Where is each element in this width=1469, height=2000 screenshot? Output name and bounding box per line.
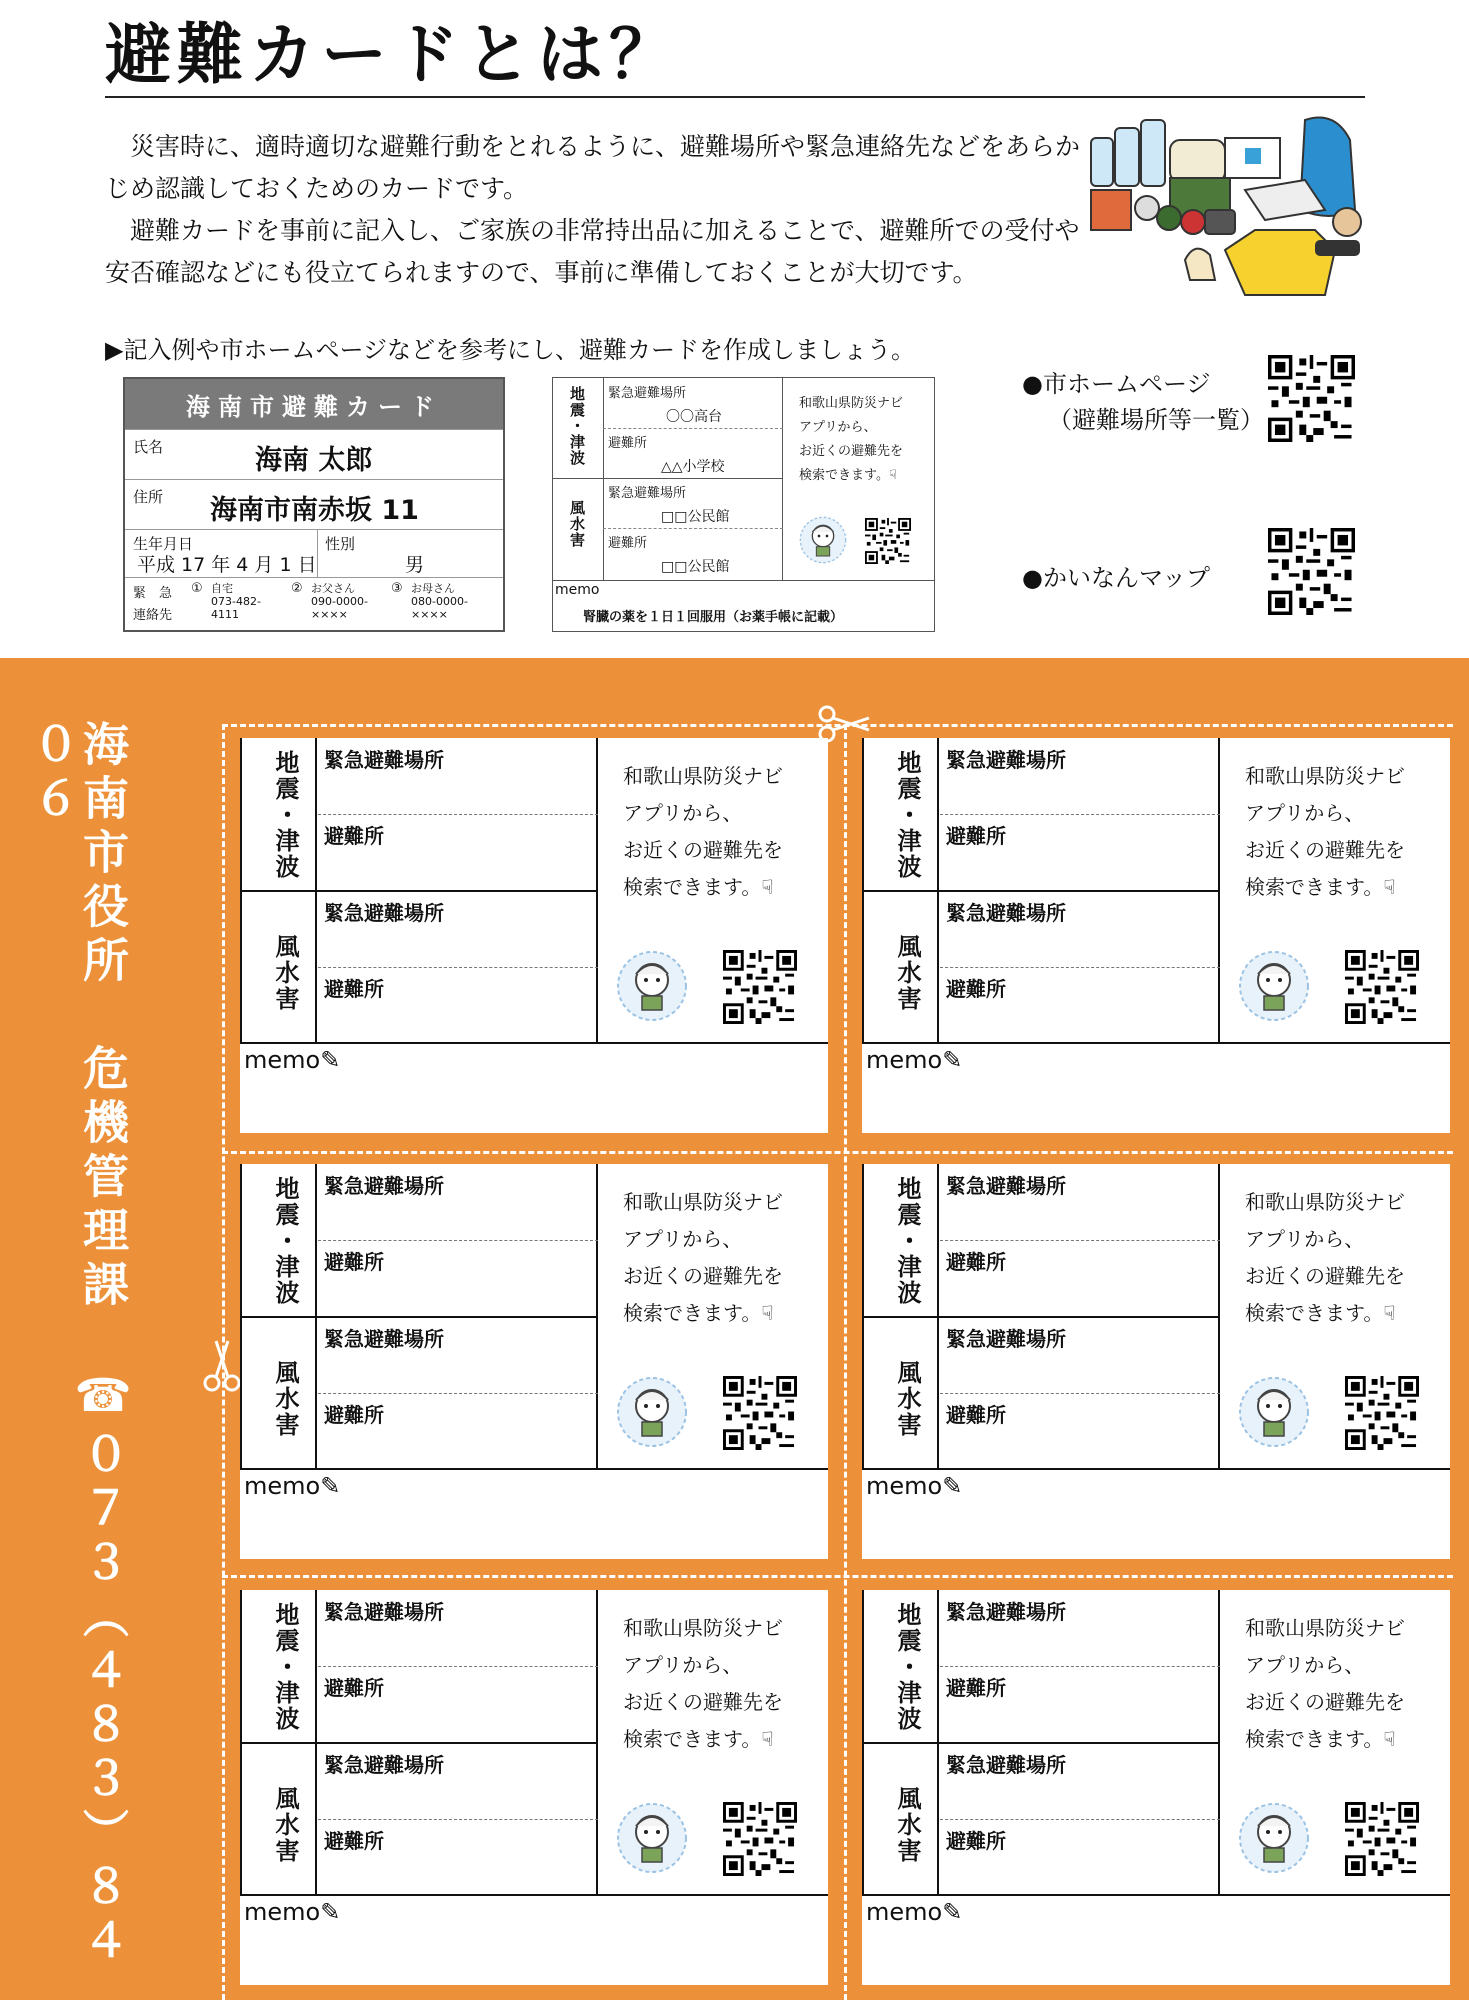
intro-text xyxy=(105,126,1085,294)
example-qr-code[interactable] xyxy=(865,518,911,564)
example-app-text: 和歌山県防災ナビ アプリから、 お近くの避難先を 検索できます。☟ xyxy=(799,396,904,483)
flood-emergency-place-label: 緊急避難場所 xyxy=(324,1327,444,1351)
bousai-navi-qr-code[interactable] xyxy=(723,1376,797,1450)
contact-2-tel1: 090-0000- xyxy=(311,595,368,608)
contact-3-who: お母さん xyxy=(411,582,455,595)
birth-gender-divider xyxy=(317,530,318,577)
mascot-icon xyxy=(799,513,847,567)
contact-2-who: お父さん xyxy=(311,582,355,595)
flood-shelter-label: 避難所 xyxy=(946,1403,1006,1427)
address-label: 住所 xyxy=(133,488,164,506)
contact-1-tel2: 4111 xyxy=(211,608,239,621)
blank-evacuation-card[interactable] xyxy=(240,1590,828,1985)
emergency-label-1: 緊 急 xyxy=(133,586,173,601)
eq-emergency-place-label: 緊急避難場所 xyxy=(324,1174,444,1198)
flood-shelter-label: 避難所 xyxy=(324,977,384,1001)
example-eq-place-label: 緊急避難場所 xyxy=(608,386,687,401)
name-label: 氏名 xyxy=(133,438,164,456)
cut-line xyxy=(844,724,847,2000)
contact-1-who: 自宅 xyxy=(211,582,233,595)
earthquake-tsunami-label: 地震・津波 xyxy=(893,1176,921,1306)
memo-label: memo✎ xyxy=(244,1472,341,1500)
eq-shelter-label: 避難所 xyxy=(946,824,1006,848)
gender-value: 男 xyxy=(405,554,425,576)
name-row xyxy=(125,429,503,479)
example-evacuation-card xyxy=(123,377,505,632)
blank-evacuation-card[interactable] xyxy=(862,1590,1450,1985)
memo-label: memo✎ xyxy=(866,1898,963,1926)
contact-2-num: ② xyxy=(291,581,303,596)
blank-evacuation-card[interactable] xyxy=(862,738,1450,1133)
address-row xyxy=(125,479,503,529)
emergency-supplies-illustration xyxy=(1085,110,1365,300)
mascot-icon xyxy=(616,950,688,1022)
eq-shelter-label: 避難所 xyxy=(324,1250,384,1274)
bousai-navi-qr-code[interactable] xyxy=(1345,1376,1419,1450)
instruction-text: ▶記入例や市ホームページなどを参考にし、避難カードを作成しましょう。 xyxy=(105,336,915,364)
example-flood-shelter-label: 避難所 xyxy=(608,536,648,551)
gender-label: 性別 xyxy=(325,535,356,553)
cut-line xyxy=(222,1151,1453,1154)
flood-shelter-label: 避難所 xyxy=(946,1829,1006,1853)
flood-emergency-place-label: 緊急避難場所 xyxy=(324,901,444,925)
example-flood-place-label: 緊急避難場所 xyxy=(608,486,687,501)
blank-evacuation-card[interactable] xyxy=(862,1164,1450,1559)
address-value: 海南市南赤坂 11 xyxy=(210,495,419,526)
example-evacuation-card-back xyxy=(552,377,935,632)
flood-label: 風水害 xyxy=(893,1360,921,1438)
bousai-navi-app-text: 和歌山県防災ナビ アプリから、 お近くの避難先を 検索できます。☟ xyxy=(623,1616,783,1751)
emergency-contact-row xyxy=(125,577,503,630)
memo-label: memo✎ xyxy=(866,1472,963,1500)
birth-label: 生年月日 xyxy=(133,535,194,553)
contact-side-text: 海南市役所 危機管理課 ☎０７３（４８３）８４０６ xyxy=(26,720,130,1970)
earthquake-tsunami-label: 地震・津波 xyxy=(271,1176,299,1306)
flood-shelter-label: 避難所 xyxy=(324,1403,384,1427)
flood-label: 風水害 xyxy=(893,1786,921,1864)
example-eq-shelter-label: 避難所 xyxy=(608,436,648,451)
bousai-navi-qr-code[interactable] xyxy=(723,1802,797,1876)
scissors-icon xyxy=(202,1335,242,1395)
eq-emergency-place-label: 緊急避難場所 xyxy=(324,1600,444,1624)
homepage-link-subtitle[interactable]: （避難場所等一覧） xyxy=(1048,406,1264,434)
example-memo-value: 腎臓の薬を１日１回服用（お薬手帳に記載） xyxy=(583,610,844,625)
flood-label: 風水害 xyxy=(271,934,299,1012)
kainan-map-link[interactable]: ●かいなんマップ xyxy=(1022,564,1210,592)
flood-shelter-label: 避難所 xyxy=(946,977,1006,1001)
contact-3-tel1: 080-0000- xyxy=(411,595,468,608)
bousai-navi-qr-code[interactable] xyxy=(1345,950,1419,1024)
flood-label: 風水害 xyxy=(893,934,921,1012)
intro-paragraph-2: 避難カードを事前に記入し、ご家族の非常持出品に加えることで、避難所での受付や安否確認などにも役立てられますので、事前に準備しておくことが大切です。 xyxy=(105,216,1080,287)
flood-label: 風水害 xyxy=(271,1360,299,1438)
earthquake-tsunami-label: 地震・津波 xyxy=(271,1602,299,1732)
flood-label: 風水害 xyxy=(271,1786,299,1864)
example-memo-label: memo xyxy=(555,582,600,598)
birth-value: 平成 17 年 4 月 1 日 xyxy=(137,554,317,576)
earthquake-tsunami-label: 地震・津波 xyxy=(271,750,299,880)
mascot-icon xyxy=(1238,950,1310,1022)
mascot-icon xyxy=(1238,1376,1310,1448)
bousai-navi-app-text: 和歌山県防災ナビ アプリから、 お近くの避難先を 検索できます。☟ xyxy=(623,764,783,899)
mascot-icon xyxy=(616,1802,688,1874)
blank-evacuation-card[interactable] xyxy=(240,1164,828,1559)
memo-label: memo✎ xyxy=(866,1046,963,1074)
kainan-map-qr-code[interactable] xyxy=(1268,528,1355,615)
earthquake-tsunami-label: 地震・津波 xyxy=(893,750,921,880)
eq-emergency-place-label: 緊急避難場所 xyxy=(946,748,1066,772)
eq-emergency-place-label: 緊急避難場所 xyxy=(946,1174,1066,1198)
contact-1-num: ① xyxy=(191,581,203,596)
contact-2-tel2: ×××× xyxy=(311,608,348,621)
flood-emergency-place-label: 緊急避難場所 xyxy=(946,1753,1066,1777)
contact-3-num: ③ xyxy=(391,581,403,596)
flood-emergency-place-label: 緊急避難場所 xyxy=(946,901,1066,925)
bousai-navi-app-text: 和歌山県防災ナビ アプリから、 お近くの避難先を 検索できます。☟ xyxy=(623,1190,783,1325)
example-eq-label: 地震・津波 xyxy=(568,386,586,466)
eq-shelter-label: 避難所 xyxy=(324,1676,384,1700)
eq-shelter-label: 避難所 xyxy=(324,824,384,848)
flood-emergency-place-label: 緊急避難場所 xyxy=(946,1327,1066,1351)
page-title: 避難カードとは？ xyxy=(105,16,681,93)
blank-evacuation-card[interactable] xyxy=(240,738,828,1133)
bousai-navi-app-text: 和歌山県防災ナビ アプリから、 お近くの避難先を 検索できます。☟ xyxy=(1245,1190,1405,1325)
example-eq-shelter-value: △△小学校 xyxy=(661,459,725,475)
bousai-navi-app-text: 和歌山県防災ナビ アプリから、 お近くの避難先を 検索できます。☟ xyxy=(1245,764,1405,899)
flood-emergency-place-label: 緊急避難場所 xyxy=(324,1753,444,1777)
name-value: 海南 太郎 xyxy=(255,445,373,476)
example-card-header: 海南市避難カード xyxy=(125,379,503,429)
earthquake-tsunami-label: 地震・津波 xyxy=(893,1602,921,1732)
eq-shelter-label: 避難所 xyxy=(946,1676,1006,1700)
example-flood-label: 風水害 xyxy=(568,500,586,548)
memo-label: memo✎ xyxy=(244,1046,341,1074)
bousai-navi-app-text: 和歌山県防災ナビ アプリから、 お近くの避難先を 検索できます。☟ xyxy=(1245,1616,1405,1751)
contact-1-tel1: 073-482- xyxy=(211,595,261,608)
eq-emergency-place-label: 緊急避難場所 xyxy=(324,748,444,772)
intro-paragraph-1: 災害時に、適時適切な避難行動をとれるように、避難場所や緊急連絡先などをあらかじめ認識しておくためのカードです。 xyxy=(105,132,1081,203)
example-flood-shelter-value: □□公民館 xyxy=(661,559,730,575)
homepage-link[interactable]: ●市ホームページ xyxy=(1022,370,1211,398)
cut-line xyxy=(222,1575,1453,1578)
bousai-navi-qr-code[interactable] xyxy=(723,950,797,1024)
memo-label: memo✎ xyxy=(244,1898,341,1926)
eq-shelter-label: 避難所 xyxy=(946,1250,1006,1274)
birth-row xyxy=(125,529,503,577)
title-underline xyxy=(105,96,1365,98)
emergency-label-2: 連絡先 xyxy=(133,608,173,623)
flood-shelter-label: 避難所 xyxy=(324,1829,384,1853)
homepage-qr-code[interactable] xyxy=(1268,355,1355,442)
example-eq-place-value: 〇〇高台 xyxy=(666,409,722,425)
example-flood-place-value: □□公民館 xyxy=(661,509,730,525)
eq-emergency-place-label: 緊急避難場所 xyxy=(946,1600,1066,1624)
contact-3-tel2: ×××× xyxy=(411,608,448,621)
mascot-icon xyxy=(616,1376,688,1448)
bousai-navi-qr-code[interactable] xyxy=(1345,1802,1419,1876)
mascot-icon xyxy=(1238,1802,1310,1874)
